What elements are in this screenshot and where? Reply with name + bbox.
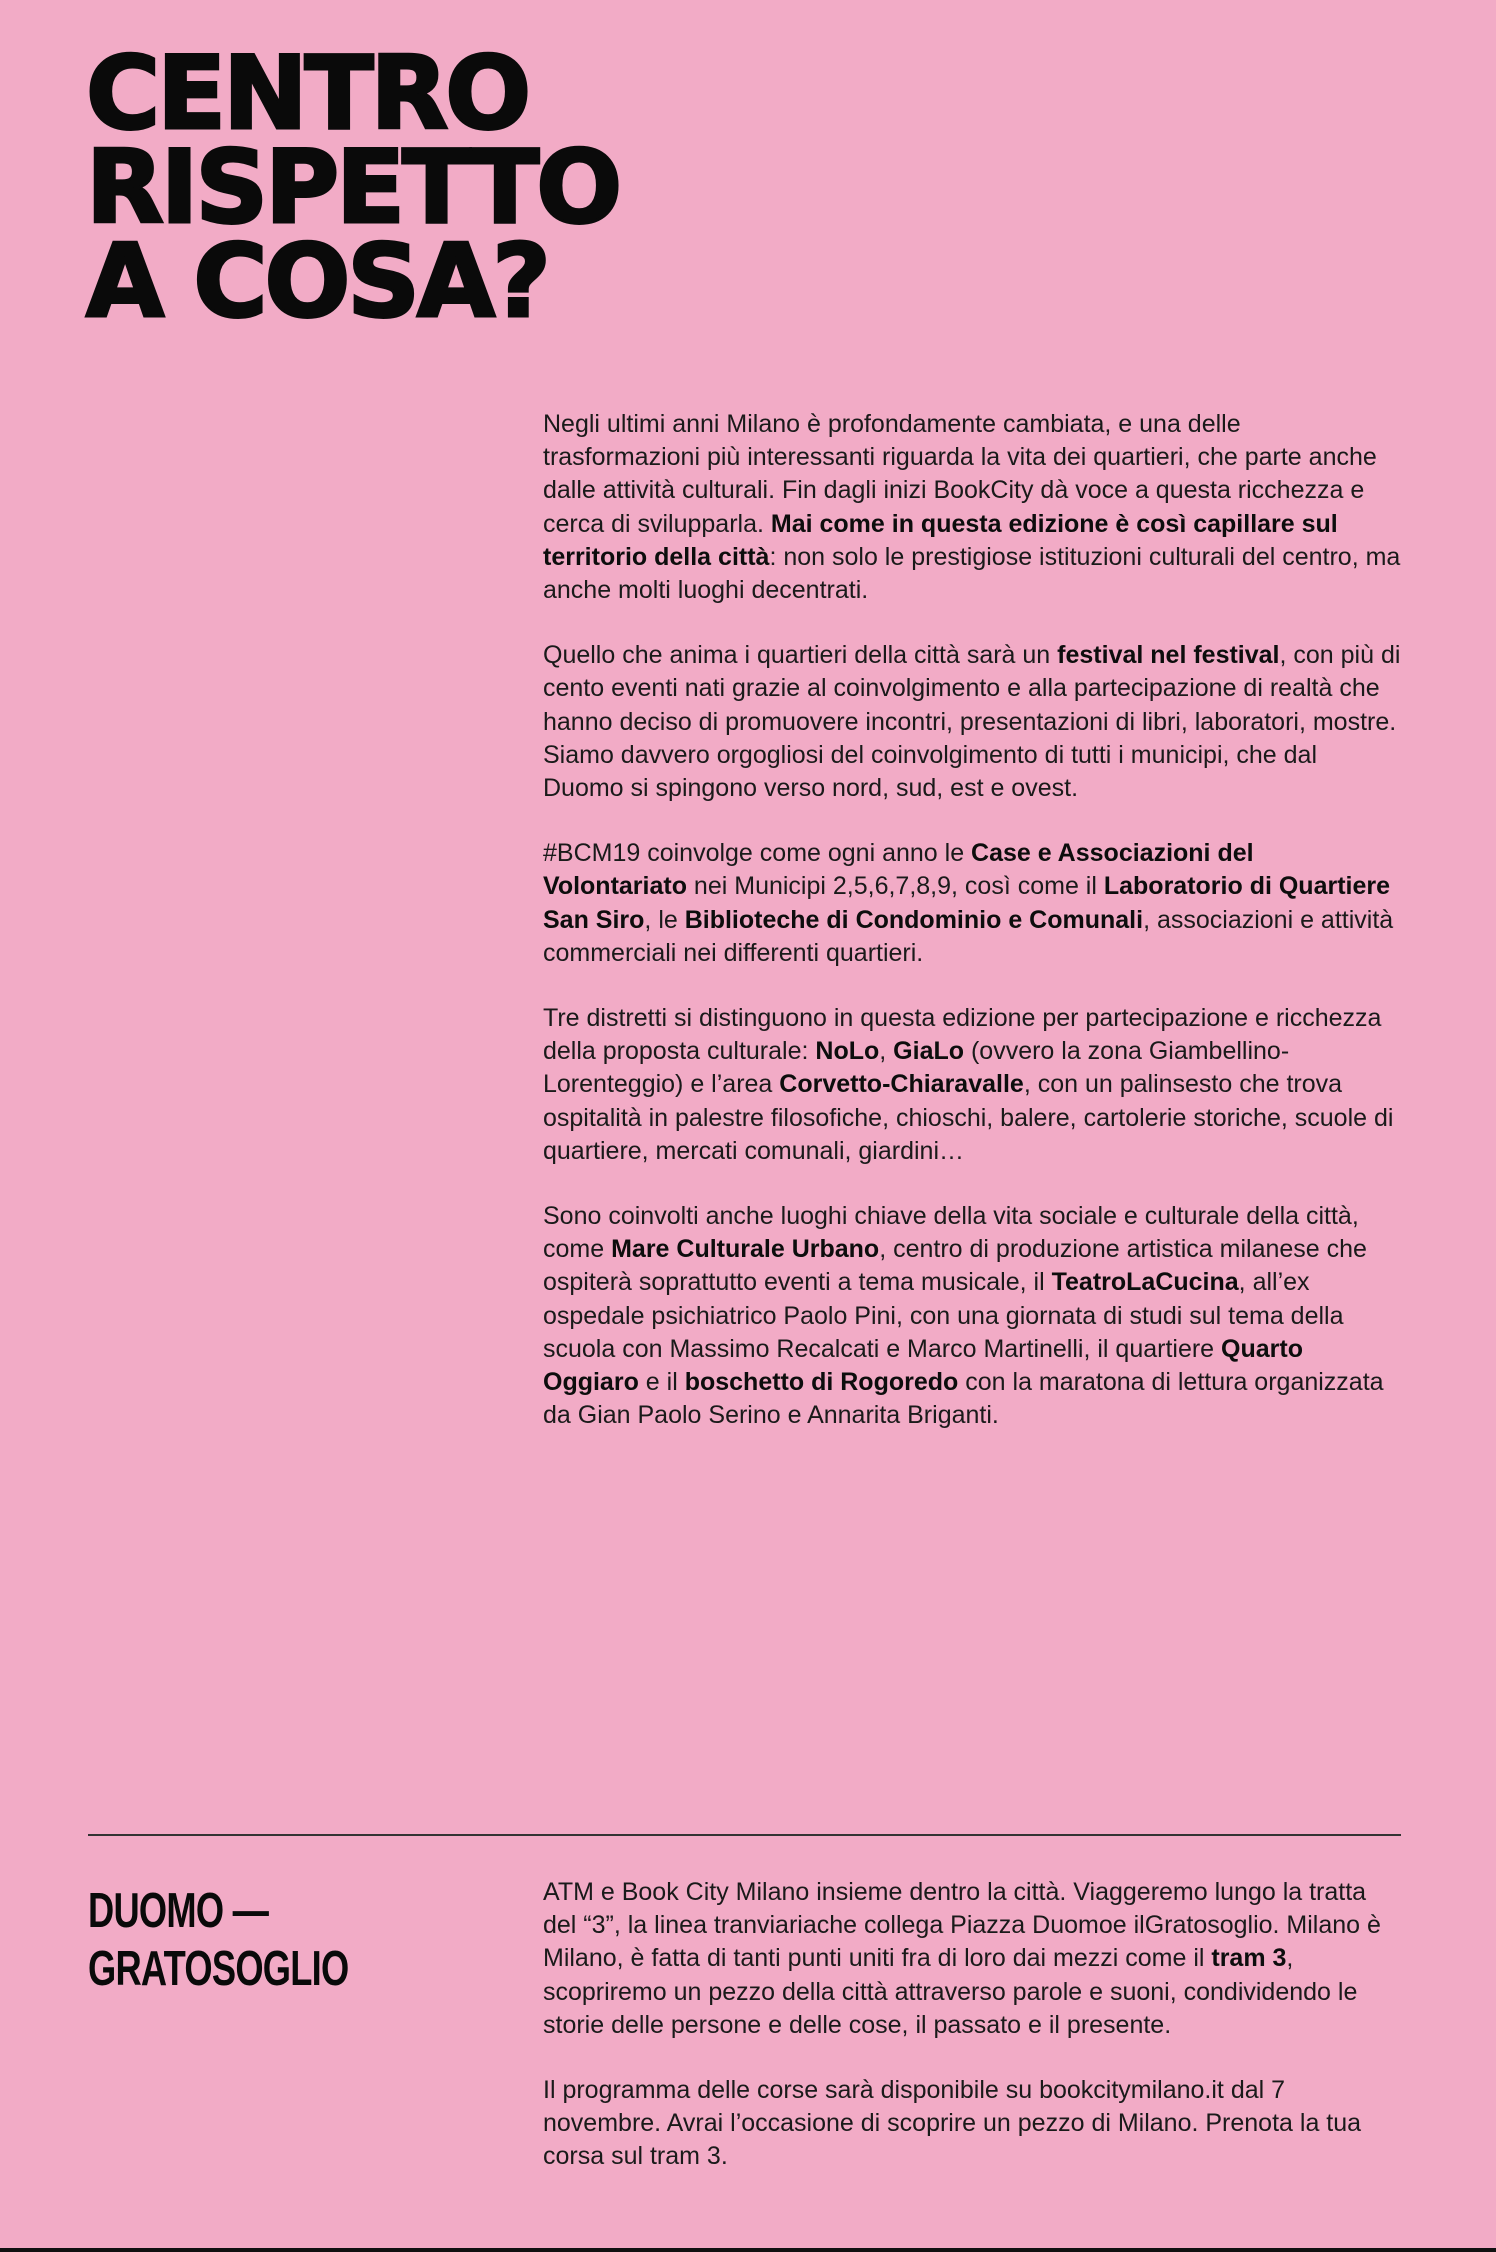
highlight-text: Corvetto-Chiaravalle — [779, 1070, 1024, 1099]
article-paragraph-5 — [543, 1200, 1403, 1432]
text-run: #BCM19 coinvolge come ogni anno le — [543, 839, 972, 868]
highlight-text: Biblioteche di Condominio e Comunali — [684, 905, 1144, 934]
text-run: Negli ultimi anni Milano è profondamente cambiata, e una delle trasformazioni più interessanti riguarda la vita dei quartieri, che parte anche dalle attività culturali. Fin dagli inizi BookCity dà voce a questa ricchezza e cerca di svilupparla. — [543, 410, 1377, 538]
section-divider — [88, 1834, 1401, 1836]
highlight-text: Laboratorio di Quartiere San Siro — [543, 872, 1391, 934]
highlight-text: TeatroLaCucina — [1051, 1268, 1239, 1297]
text-run: , con più di cento eventi nati grazie al coinvolgimento e alla partecipazione di realtà che hanno deciso di promuovere incontri, presentazioni di libri, laboratori, mostre. Siamo davvero orgogliosi del coinvolgimento di tutti i municipi, che dal Duomo si spingono verso nord, sud, est e ovest. — [543, 641, 1401, 803]
text-run: , scopriremo un pezzo della città attraverso parole e suoni, condividendo le storie delle persone e delle cose, il passato e il presente. — [543, 1944, 1358, 2039]
page-title-line-3: A COSA? — [86, 222, 548, 340]
highlight-text: Mare Culturale Urbano — [611, 1235, 880, 1264]
text-run: : non solo le prestigiose istituzioni culturali del centro, ma anche molti luoghi decentrati. — [543, 542, 1401, 605]
text-run: , associazioni e attività commerciali nei differenti quartieri. — [543, 905, 1394, 967]
text-run: con la maratona di lettura organizzata da Gian Paolo Serino e Annarita Briganti. — [543, 1368, 1384, 1430]
text-run: Quello che anima i quartieri della città sarà un — [543, 641, 1058, 670]
text-run: e il — [638, 1368, 685, 1397]
page-title-line-2: RISPETTO — [86, 128, 620, 246]
tram-section-title-line-1: DUOMO — — [88, 1884, 269, 1938]
text-run: Tre distretti si distinguono in questa edizione per partecipazione e ricchezza della proposta culturale: — [543, 1004, 1382, 1066]
highlight-text: GiaLo — [893, 1037, 965, 1066]
tram-section-title-line-2: GRATOSOGLIO — [88, 1942, 349, 1996]
article-body — [543, 408, 1403, 1464]
text-run: , — [879, 1037, 894, 1066]
highlight-text: NoLo — [815, 1037, 880, 1066]
text-run: nei Municipi 2,5,6,7,8,9, così come il — [686, 872, 1104, 901]
article-paragraph-4 — [543, 1002, 1403, 1168]
tram-section-title — [88, 1882, 348, 1998]
text-run: , centro di produzione artistica milanese che ospiterà soprattutto eventi a tema musicale, il — [543, 1235, 1367, 1297]
highlight-text: tram 3 — [1211, 1944, 1287, 1973]
article-paragraph-1 — [543, 408, 1403, 607]
bottom-edge-bar — [0, 2248, 1496, 2252]
text-run: , con un palinsesto che trova ospitalità in palestre filosofiche, chioschi, balere, cartolerie storiche, scuole di quartiere, mercati comunali, giardini… — [543, 1070, 1394, 1165]
highlight-text: Mai come in questa edizione è così capillare sul territorio della città — [543, 509, 1338, 571]
text-run: ATM e Book City Milano insieme dentro la città. Viaggeremo lungo la tratta del “3”, la linea tranviariache collega Piazza Duomoe ilGratosoglio. Milano è Milano, è fatta di tanti punti uniti fra di loro dai mezzi come il — [543, 1878, 1381, 1973]
page-title — [86, 34, 620, 340]
article-paragraph-3 — [543, 837, 1403, 970]
tram-paragraph-1 — [543, 1876, 1403, 2042]
tram-paragraph-2 — [543, 2074, 1403, 2174]
highlight-text: boschetto di Rogoredo — [684, 1368, 959, 1397]
text-run: (ovvero la zona Giambellino-Lorenteggio) e l’area — [543, 1037, 1290, 1099]
tram-section-body — [543, 1876, 1403, 2206]
highlight-text: Quarto Oggiaro — [543, 1334, 1303, 1397]
text-run: , le — [644, 905, 685, 934]
article-paragraph-2 — [543, 639, 1403, 805]
highlight-text: festival nel festival — [1057, 641, 1280, 670]
text-run: Il programma delle corse sarà disponibile su bookcitymilano.it dal 7 novembre. Avrai l’occasione di scoprire un pezzo di Milano. Prenota la tua corsa sul tram 3. — [543, 2076, 1362, 2171]
text-run: Sono coinvolti anche luoghi chiave della vita sociale e culturale della città, come — [543, 1202, 1359, 1264]
highlight-text: Case e Associazioni del Volontariato — [543, 839, 1254, 901]
text-run: , all’ex ospedale psichiatrico Paolo Pini, con una giornata di studi sul tema della scuola con Massimo Recalcati e Marco Martinelli, il quartiere — [543, 1268, 1344, 1363]
page-title-line-1: CENTRO — [86, 34, 529, 152]
